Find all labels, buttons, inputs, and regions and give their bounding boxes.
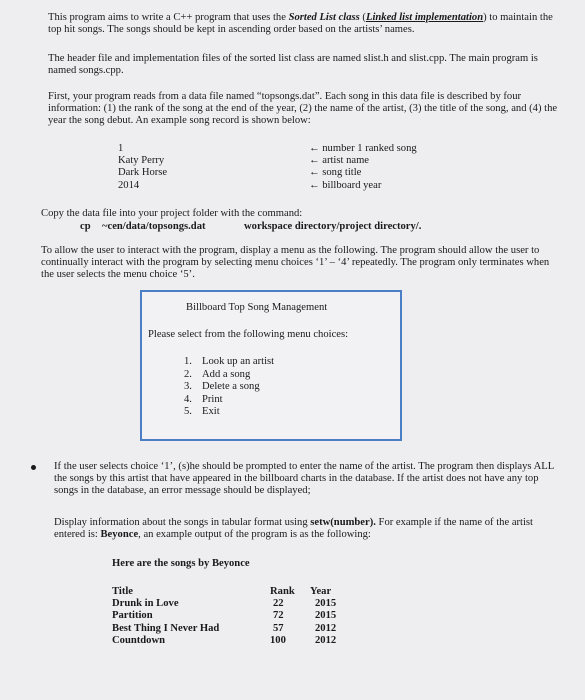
output-table <box>112 586 350 647</box>
menu-item-number: 4. <box>184 393 192 405</box>
cell-rank: 57 <box>273 622 284 634</box>
record-values <box>118 143 167 192</box>
menu-item-add <box>184 369 274 382</box>
cell-title: Drunk in Love <box>112 598 179 610</box>
record-artist: Katy Perry <box>118 155 165 167</box>
table-row <box>112 598 350 610</box>
cell-year: 2012 <box>315 634 337 646</box>
record-note-year: ← billboard year <box>309 179 382 191</box>
header-year: Year <box>310 586 332 597</box>
record-title: Dark Horse <box>118 167 168 179</box>
menu-item-number: 2. <box>184 368 192 380</box>
record-notes <box>309 143 417 192</box>
copy-instruction: Copy the data file into your project folder with the command: <box>41 208 303 219</box>
data-file-paragraph: First, your program reads from a data file named “topsongs.dat”. Each song in this data file is described by four information: (1) the rank of the song at the end of the year, (2) the name of the artist, (3) the title of the song, and (4) the year the song debut. An example song record is shown below: <box>48 91 558 127</box>
cell-year: 2015 <box>315 598 337 610</box>
display-text-b: For example if the name of the artist entered is: <box>54 517 533 541</box>
record-note-rank: ← number 1 ranked song <box>309 143 417 154</box>
record-rank: 1 <box>118 143 124 154</box>
menu-title: Billboard Top Song Management <box>186 302 328 313</box>
output-heading: Here are the songs by Beyonce <box>112 558 250 569</box>
cell-rank: 72 <box>273 610 284 622</box>
menu-item-exit <box>184 406 274 419</box>
menu-item-lookup <box>184 356 274 369</box>
bullet-dot-icon <box>31 465 36 470</box>
menu-item-label: Exit <box>202 406 220 417</box>
menu-item-print <box>184 394 274 407</box>
menu-item-number: 1. <box>184 356 192 367</box>
cell-title: Countdown <box>112 634 165 646</box>
menu-list <box>184 356 274 419</box>
cell-title: Best Thing I Never Had <box>112 622 220 634</box>
table-row <box>112 635 350 647</box>
table-row <box>112 610 350 622</box>
intro-paragraph <box>48 12 558 36</box>
copy-command <box>80 221 91 233</box>
cell-year: 2015 <box>315 610 337 622</box>
cell-title: Partition <box>112 610 153 622</box>
record-note-artist: ← artist name <box>309 155 370 167</box>
linked-list-impl-term: Linked list implementation <box>365 12 484 23</box>
copy-destination: workspace directory/project directory/. <box>244 221 422 232</box>
menu-item-delete <box>184 381 274 394</box>
header-rank: Rank <box>270 586 295 597</box>
display-text-a: Display information about the songs in tabular format using <box>54 517 311 528</box>
record-note-title: ← song title <box>309 167 362 179</box>
setw-term: setw(number). <box>310 517 376 528</box>
sorted-list-class-term: Sorted List class <box>288 12 360 23</box>
copy-source-path: ~cen/data/topsongs.dat <box>102 221 206 232</box>
menu-item-label: Look up an artist <box>202 356 275 367</box>
cell-rank: 22 <box>273 598 284 610</box>
intro-text-c: ) to maintain the top hit songs. The songs should be kept in ascending order based on the artists’ names. <box>48 12 553 36</box>
record-year: 2014 <box>118 179 140 191</box>
artist-example: Beyonce <box>100 529 139 541</box>
menu-item-number: 3. <box>184 381 192 392</box>
menu-item-label: Add a song <box>202 368 251 380</box>
command-cp: cp <box>80 221 91 232</box>
cell-year: 2012 <box>315 622 337 634</box>
header-title: Title <box>112 586 133 597</box>
cell-rank: 100 <box>270 634 286 646</box>
menu-item-number: 5. <box>184 406 192 417</box>
menu-intro-paragraph: To allow the user to interact with the program, display a menu as the following. The program should allow the user to continually interact with the program by selecting menu choices ‘1’ – ‘4’ repeatedly. The program only terminates when the user selects the menu choice ‘5’. <box>41 245 550 281</box>
menu-box <box>140 290 402 441</box>
files-paragraph: The header file and implementation files of the sorted list class are named slist.h and slist.cpp. The main program is named songs.cpp. <box>48 53 538 77</box>
bullet-paragraph: If the user selects choice ‘1’, (s)he should be prompted to enter the name of the artist. The program then displays ALL the songs by this artist that have appeared in the billboard charts in the database. If the artist does not have any top songs in the database, an error message should be displayed; <box>54 461 554 497</box>
table-row <box>112 623 350 635</box>
intro-text-b: ( <box>359 12 366 23</box>
menu-item-label: Delete a song <box>202 381 260 392</box>
intro-text-a: This program aims to write a C++ program that uses the <box>48 12 289 23</box>
table-header-row <box>112 586 350 598</box>
menu-prompt: Please select from the following menu choices: <box>148 329 349 340</box>
menu-item-label: Print <box>202 393 223 405</box>
display-text-c: , an example output of the program is as the following: <box>138 529 371 541</box>
display-paragraph <box>54 517 558 541</box>
